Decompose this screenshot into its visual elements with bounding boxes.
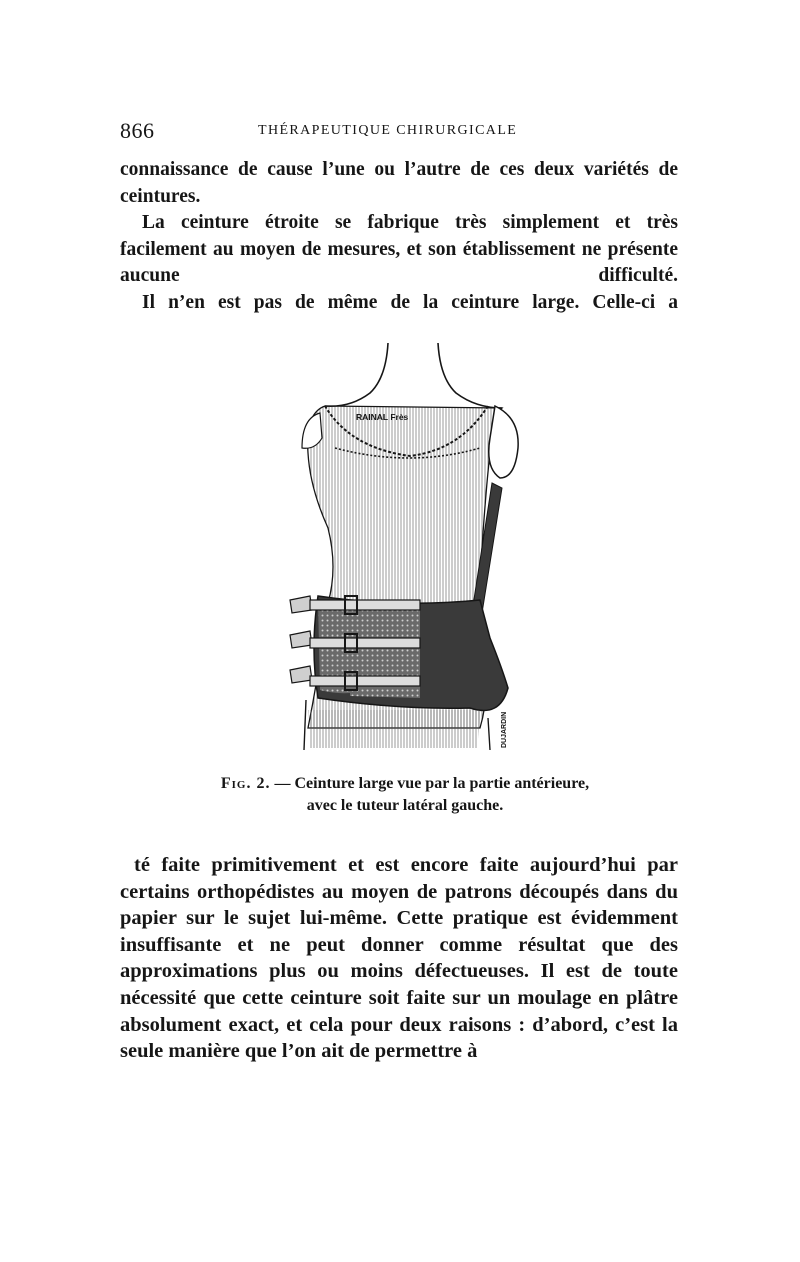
caption-dash: — <box>274 775 291 792</box>
figure-corset-illustration <box>280 338 525 763</box>
caption-line-1 <box>150 773 660 795</box>
maker-mark: RAINAL Frès <box>356 412 409 422</box>
bottom-text-block <box>120 852 678 1065</box>
corset-engraving <box>280 338 525 763</box>
page-header <box>120 118 680 148</box>
top-text-block <box>120 157 678 316</box>
paragraph-narrow-belt: La ceinture étroite se fabrique très simplement et très facilement au moyen de mesures, et son établissement ne présente aucune difficulté. <box>120 212 678 286</box>
engraver-mark: DUJARDIN <box>501 711 508 748</box>
figure-label: Fig. 2. <box>220 775 271 792</box>
paragraph-continuation: connaissance de cause l’une ou l’autre de ces deux variétés de ceintures. <box>120 159 678 207</box>
running-head: THÉRAPEUTIQUE CHIRURGICALE <box>258 123 518 138</box>
caption-line-2: avec le tuteur latéral gauche. <box>306 797 504 814</box>
paragraph-plaster-cast: té faite primitivement et est encore faite aujourd’hui par certains orthopédistes au moyen de patrons découpés dans du papier sur le sujet lui-même. Cette pratique est évidemment insuffisante et ne peut donner comme résultat que des approximations plus ou moins défectueuses. Il est de toute nécessité que cette ceinture soit faite sur un moulage en plâtre absolument exact, et cela pour deux raisons : d’abord, c’est la seule manière que l’on ait de permettre à <box>120 854 678 1063</box>
caption-text-1: Ceinture large vue par la partie antérieure, <box>294 775 590 792</box>
figure-caption <box>150 773 660 817</box>
page-number: 866 <box>120 118 155 143</box>
paragraph-wide-belt-intro: Il n’en est pas de même de la ceinture large. Celle-ci a <box>142 291 678 313</box>
